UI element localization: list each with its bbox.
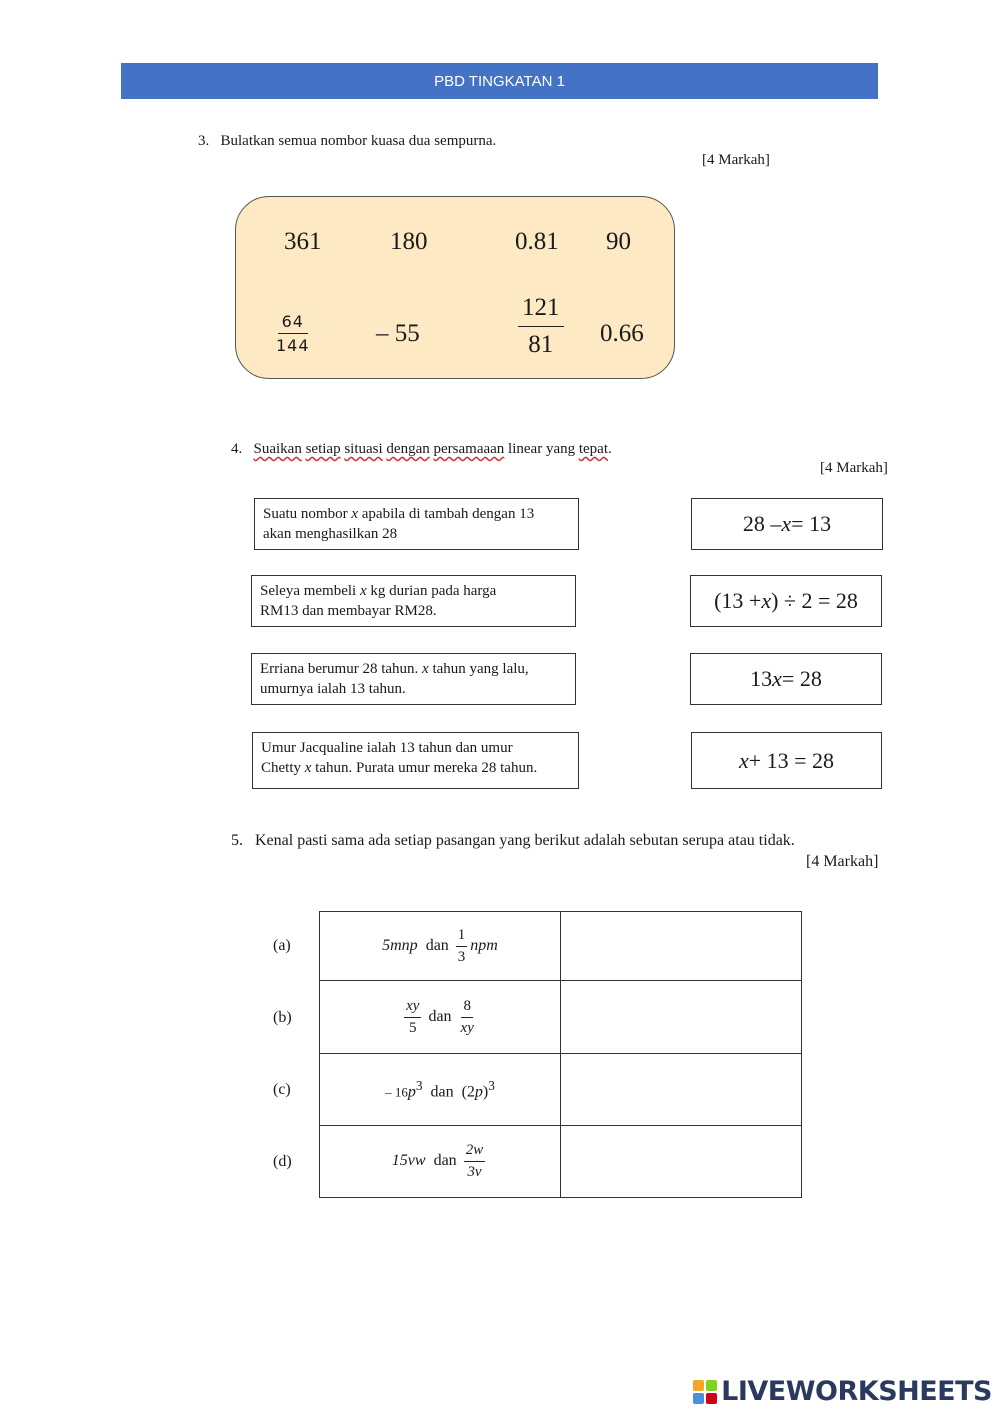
row-label: (c)	[273, 1081, 291, 1098]
variable: x	[772, 666, 782, 691]
fraction-numerator: 2w	[464, 1142, 486, 1162]
term: 5mnp	[382, 936, 418, 954]
equation-box[interactable]	[691, 732, 882, 789]
q4-word: dengan	[386, 441, 430, 457]
page-title: PBD TINGKATAN 1	[434, 72, 565, 90]
fraction-denominator: 81	[528, 331, 554, 358]
q3-marks: [4 Markah]	[702, 152, 770, 168]
q3-prompt	[198, 133, 496, 150]
term: npm	[470, 936, 498, 954]
term-pair-cell	[320, 981, 561, 1054]
number-option-fraction[interactable]	[272, 312, 314, 355]
number-option[interactable]: 90	[606, 228, 631, 255]
variable: x	[422, 661, 429, 677]
row-label: (d)	[273, 1153, 292, 1170]
equation-text: (13 +	[714, 588, 762, 613]
situation-text: RM13 dan membayar RM28.	[260, 603, 437, 619]
variable: x	[359, 583, 367, 599]
q4-word: setiap	[305, 441, 341, 457]
q4-marks: [4 Markah]	[820, 460, 888, 476]
fraction-denominator: 5	[409, 1019, 417, 1036]
answer-cell[interactable]	[561, 1126, 802, 1198]
term-pair-cell	[320, 1054, 561, 1126]
fraction	[464, 1142, 486, 1181]
answer-cell[interactable]	[561, 1054, 802, 1126]
page-header-bar	[121, 63, 878, 99]
q4-number: 4.	[231, 441, 243, 457]
equation-text: + 13 = 28	[748, 747, 835, 773]
situation-text: Umur Jacqualine ialah 13 tahun dan umur	[261, 740, 513, 756]
fraction-denominator: 3v	[467, 1164, 482, 1180]
situation-text: umurnya ialah 13 tahun.	[260, 681, 406, 697]
situation-box[interactable]	[254, 498, 579, 550]
row-label: (a)	[273, 937, 291, 954]
situation-text: tahun yang lalu,	[428, 661, 529, 677]
exponent: 3	[415, 1077, 423, 1093]
number-option[interactable]: 0.81	[515, 228, 559, 255]
q4-end: .	[608, 441, 612, 457]
situation-text: Erriana berumur 28 tahun.	[260, 661, 423, 677]
situation-text: tahun. Purata umur mereka 28 tahun.	[311, 760, 538, 776]
equation-box[interactable]	[691, 498, 883, 550]
table-row	[320, 1126, 802, 1198]
situation-box[interactable]	[251, 575, 576, 627]
variable: x	[761, 588, 772, 613]
fraction-denominator: xy	[460, 1019, 474, 1036]
fraction-numerator: 64	[278, 312, 308, 334]
term: )	[482, 1083, 489, 1101]
dan-word: dan	[425, 936, 449, 954]
fraction-denominator: 144	[276, 336, 310, 355]
exponent: 3	[488, 1077, 495, 1093]
q5-prompt	[231, 832, 795, 850]
fraction-numerator: 1	[456, 927, 468, 947]
situation-text: apabila di tambah dengan 13	[358, 506, 535, 522]
term-pair-cell	[320, 912, 561, 981]
variable: x	[738, 747, 749, 773]
variable: x	[351, 506, 359, 522]
number-option[interactable]: 361	[284, 228, 322, 255]
variable: x	[304, 760, 312, 776]
situation-text: Chetty	[261, 760, 305, 776]
equation-text: = 13	[791, 511, 832, 536]
q4-word: linear yang	[508, 441, 576, 457]
equation-text: ) ÷ 2 = 28	[771, 588, 858, 613]
dan-word: dan	[430, 1083, 454, 1101]
q3-text: Bulatkan semua nombor kuasa dua sempurna.	[220, 133, 497, 149]
q4-word: situasi	[344, 441, 383, 457]
answer-cell[interactable]	[561, 912, 802, 981]
q5-text: Kenal pasti sama ada setiap pasangan yang berikut adalah sebutan serupa atau tidak.	[255, 832, 795, 849]
q5-marks: [4 Markah]	[806, 853, 879, 870]
variable: p	[407, 1083, 416, 1101]
q4-word: tepat	[578, 441, 609, 457]
equation-text: 13	[750, 666, 773, 691]
fraction	[404, 998, 421, 1037]
number-option[interactable]: 0.66	[600, 320, 644, 347]
number-option[interactable]: – 55	[376, 320, 420, 347]
situation-text: akan menghasilkan 28	[263, 526, 398, 542]
fraction-denominator: 3	[457, 948, 466, 965]
term: 15vw	[391, 1152, 426, 1170]
q5-table	[319, 911, 802, 1198]
term: (2	[461, 1083, 475, 1101]
variable: p	[474, 1083, 483, 1101]
table-row	[320, 1054, 802, 1126]
q4-prompt	[231, 441, 612, 458]
table-row	[320, 981, 802, 1054]
q4-word: persamaaan	[433, 441, 505, 457]
situation-box[interactable]	[252, 732, 579, 789]
number-option[interactable]: 180	[390, 228, 428, 255]
q4-word: Suaikan	[253, 441, 302, 457]
situation-text: Suatu nombor	[263, 506, 352, 522]
table-row	[320, 912, 802, 981]
q5-number: 5.	[231, 832, 243, 849]
q3-number: 3.	[198, 133, 210, 149]
fraction-numerator: 8	[461, 998, 473, 1018]
fraction	[456, 927, 468, 966]
logo-tiles-icon	[693, 1380, 717, 1404]
equation-text: 28 –	[742, 511, 782, 536]
answer-cell[interactable]	[561, 981, 802, 1054]
situation-text: kg durian pada harga	[366, 583, 497, 599]
dan-word: dan	[428, 1007, 452, 1025]
fraction-numerator: 121	[518, 294, 564, 327]
equation-text: = 28	[781, 666, 822, 691]
liveworksheets-logo	[693, 1376, 992, 1407]
dan-word: dan	[433, 1152, 457, 1170]
situation-text: Seleya membeli	[260, 583, 360, 599]
fraction	[459, 998, 476, 1037]
equation-box[interactable]	[690, 653, 882, 705]
term: – 16	[385, 1084, 408, 1100]
equation-box[interactable]	[690, 575, 882, 627]
fraction-numerator: xy	[404, 998, 421, 1018]
situation-box[interactable]	[251, 653, 576, 705]
logo-text: LIVEWORKSHEETS	[721, 1376, 992, 1407]
number-option-fraction[interactable]	[518, 294, 564, 359]
row-label: (b)	[273, 1009, 292, 1026]
term-pair-cell	[320, 1126, 561, 1198]
variable: x	[781, 511, 792, 536]
